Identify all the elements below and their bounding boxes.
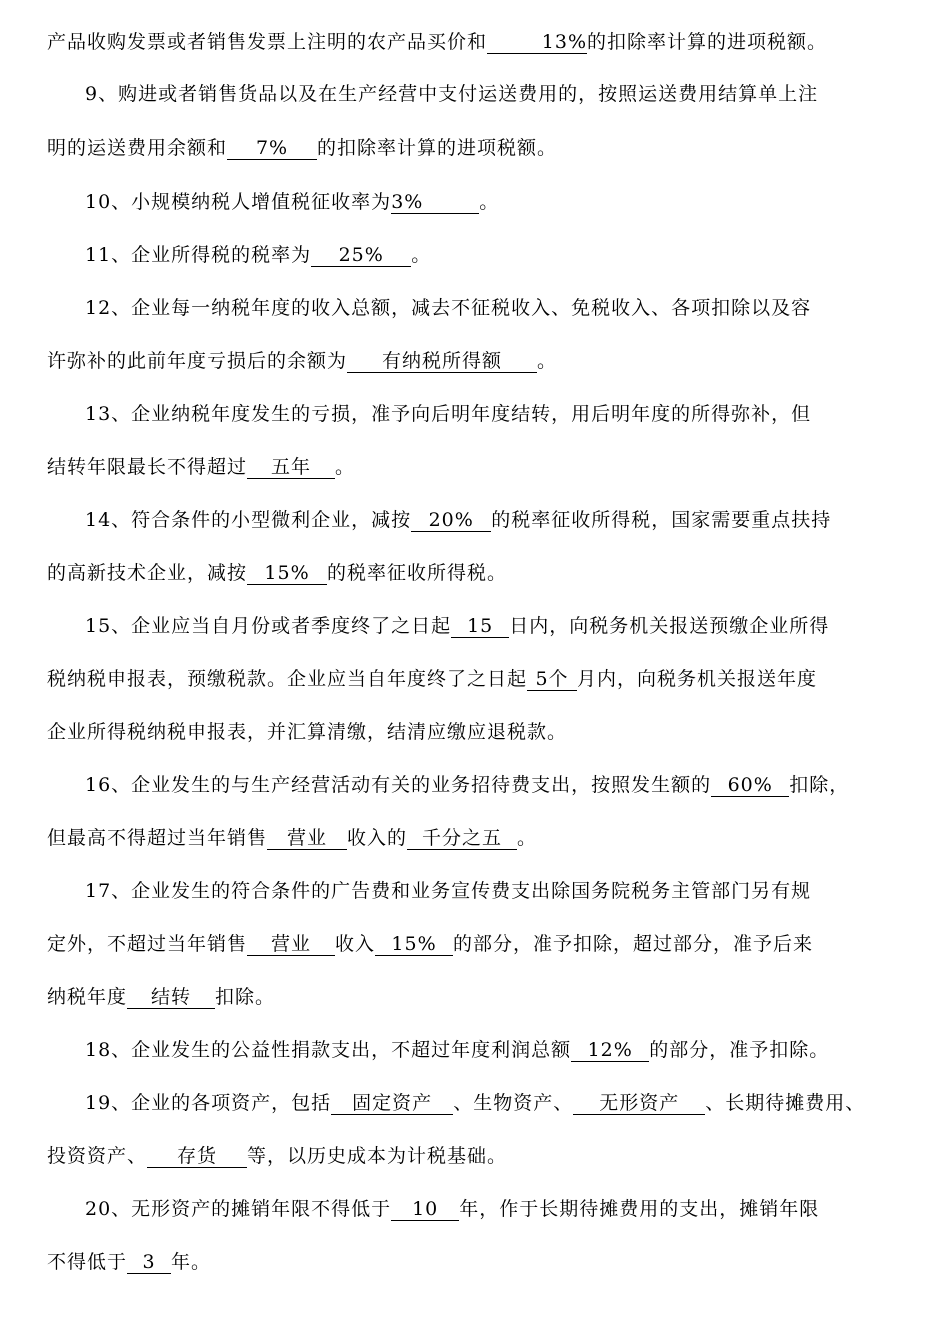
text-segment: 10、小规模纳税人增值税征收率为 [85,191,392,213]
text-line [0,659,950,699]
text-line [0,288,950,328]
text-segment: 的扣除率计算的进项税额。 [317,137,558,159]
text-segment: 明的运送费用余额和 [47,137,228,159]
text-segment: 收入的 [347,827,408,849]
fill-in-blank-answer: 无形资产 [573,1092,705,1115]
text-segment: 投资资产、 [47,1145,148,1167]
text-segment: 日内，向税务机关报送预缴企业所得 [509,615,830,637]
text-line [0,606,950,646]
text-segment: 不得低于 [47,1251,128,1273]
fill-in-blank-answer: 3% [391,191,479,214]
fill-in-blank-answer: 3 [127,1251,171,1274]
text-line [0,818,950,858]
text-segment: 月内，向税务机关报送年度 [577,668,818,690]
text-line [0,128,950,168]
fill-in-blank-answer: 存货 [147,1145,247,1168]
text-segment: 收入 [335,933,376,955]
text-segment: 15、企业应当自月份或者季度终了之日起 [85,615,452,637]
fill-in-blank-answer: 五年 [247,456,335,479]
fill-in-blank-answer: 25% [311,244,411,267]
text-segment: 的部分，准予扣除，超过部分，准予后来 [453,933,814,955]
fill-in-blank-answer: 15% [375,933,453,956]
text-line [0,1189,950,1229]
fill-in-blank-answer: 13% [487,31,587,54]
text-line [0,394,950,434]
text-segment: 20、无形资产的摊销年限不得低于 [85,1198,392,1220]
text-line [0,22,950,62]
text-segment: 定外，不超过当年销售 [47,933,248,955]
text-segment: 19、企业的各项资产，包括 [85,1092,332,1114]
fill-in-blank-answer: 60% [711,774,789,797]
text-segment: 18、企业发生的公益性捐款支出，不超过年度利润总额 [85,1039,572,1061]
text-segment: 。 [335,456,356,478]
text-segment: 结转年限最长不得超过 [47,456,248,478]
text-line [0,1136,950,1176]
text-line [0,235,950,275]
text-line [0,712,950,752]
fill-in-blank-answer: 15 [451,615,509,638]
text-segment: 14、符合条件的小型微利企业，减按 [85,509,412,531]
text-segment: 产品收购发票或者销售发票上注明的农产品买价和 [47,31,488,53]
text-segment: 纳税年度 [47,986,128,1008]
text-line [0,765,950,805]
text-segment: 税纳税申报表，预缴税款。企业应当自年度终了之日起 [47,668,528,690]
text-segment: 但最高不得超过当年销售 [47,827,268,849]
text-segment: 16、企业发生的与生产经营活动有关的业务招待费支出，按照发生额的 [85,774,712,796]
text-segment: 。 [517,827,538,849]
text-segment: 。 [411,244,432,266]
text-line [0,1242,950,1282]
text-line [0,1030,950,1070]
text-segment: 的税率征收所得税，国家需要重点扶持 [491,509,832,531]
text-line [0,871,950,911]
fill-in-blank-answer: 有纳税所得额 [347,350,537,373]
text-line [0,924,950,964]
text-line [0,74,950,114]
text-segment: 13、企业纳税年度发生的亏损，准予向后明年度结转，用后明年度的所得弥补，但 [85,403,812,425]
text-segment: 、长期待摊费用、 [705,1092,866,1114]
fill-in-blank-answer: 5个 [527,668,577,691]
text-line [0,1083,950,1123]
text-segment: 9、购进或者销售货品以及在生产经营中支付运送费用的，按照运送费用结算单上注 [85,83,819,105]
text-line [0,341,950,381]
text-segment: 、生物资产、 [453,1092,574,1114]
text-line [0,500,950,540]
text-segment: 。 [537,350,558,372]
fill-in-blank-answer: 固定资产 [331,1092,453,1115]
fill-in-blank-answer: 结转 [127,986,215,1009]
text-segment: 扣除。 [215,986,276,1008]
text-segment: 的税率征收所得税。 [327,562,508,584]
text-segment: 的高新技术企业，减按 [47,562,248,584]
text-segment: 扣除， [789,774,850,796]
fill-in-blank-answer: 营业 [247,933,335,956]
fill-in-blank-answer: 15% [247,562,327,585]
fill-in-blank-answer: 7% [227,137,317,160]
fill-in-blank-answer: 10 [391,1198,459,1221]
text-segment: 17、企业发生的符合条件的广告费和业务宣传费支出除国务院税务主管部门另有规 [85,880,812,902]
fill-in-blank-answer: 12% [571,1039,649,1062]
text-segment: 企业所得税纳税申报表，并汇算清缴，结清应缴应退税款。 [47,721,568,743]
text-segment: 年，作于长期待摊费用的支出，摊销年限 [459,1198,820,1220]
text-line [0,182,950,222]
text-line [0,977,950,1017]
text-segment: 等，以历史成本为计税基础。 [247,1145,508,1167]
text-line [0,553,950,593]
text-segment: 年。 [171,1251,212,1273]
text-segment: 的部分，准予扣除。 [649,1039,830,1061]
text-segment: 的扣除率计算的进项税额。 [587,31,828,53]
text-segment: 。 [479,191,500,213]
fill-in-blank-answer: 20% [411,509,491,532]
fill-in-blank-answer: 营业 [267,827,347,850]
text-segment: 许弥补的此前年度亏损后的余额为 [47,350,348,372]
text-segment: 12、企业每一纳税年度的收入总额，减去不征税收入、免税收入、各项扣除以及容 [85,297,812,319]
text-segment: 11、企业所得税的税率为 [85,244,312,266]
text-line [0,447,950,487]
fill-in-blank-answer: 千分之五 [407,827,517,850]
